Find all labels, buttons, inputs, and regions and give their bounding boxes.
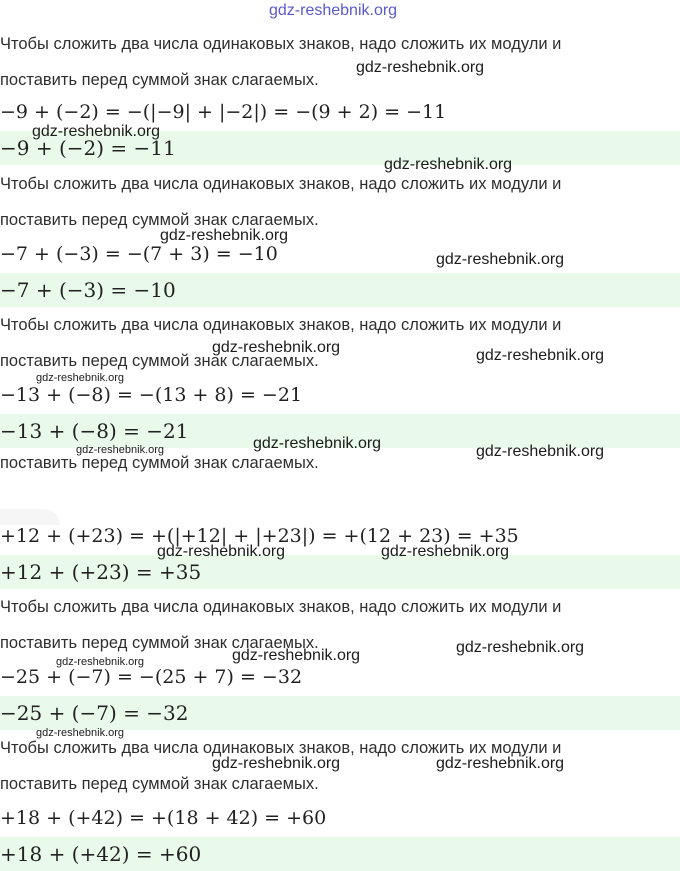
rule-line-2: поставить перед суммой знак слагаемых.	[0, 352, 319, 370]
watermark: gdz-reshebnik.org	[476, 347, 605, 364]
watermark: gdz-reshebnik.org	[32, 123, 161, 140]
watermark: gdz-reshebnik.org	[356, 59, 485, 76]
problem-5-work: −25 + (−7) = −(25 + 7) = −32	[0, 666, 303, 688]
rule-line-1: Чтобы сложить два числа одинаковых знаков, надо сложить их модули и	[0, 316, 562, 334]
rule-line-2: поставить перед суммой знак слагаемых.	[0, 634, 319, 652]
rule-line-1: Чтобы сложить два числа одинаковых знаков, надо сложить их модули и	[0, 35, 562, 53]
watermark: gdz-reshebnik.org	[253, 435, 382, 452]
problem-1-answer: −9 + (−2) = −11	[0, 136, 176, 160]
problem-4-answer: +12 + (+23) = +35	[0, 560, 202, 584]
problem-6-work: +18 + (+42) = +(18 + 42) = +60	[0, 807, 327, 829]
watermark: gdz-reshebnik.org	[436, 755, 565, 772]
problem-4-work: +12 + (+23) = +(|+12| + |+23|) = +(12 + 23) = +35	[0, 525, 519, 547]
watermark: gdz-reshebnik.org	[476, 443, 605, 460]
problem-2-answer: −7 + (−3) = −10	[0, 278, 176, 302]
watermark: gdz-reshebnik.org	[76, 444, 165, 456]
problem-1-work: −9 + (−2) = −(|−9| + |−2|) = −(9 + 2) = −11	[0, 101, 447, 123]
watermark: gdz-reshebnik.org	[36, 727, 125, 739]
problem-6-answer: +18 + (+42) = +60	[0, 842, 202, 866]
watermark: gdz-reshebnik.org	[157, 543, 286, 560]
watermark: gdz-reshebnik.org	[232, 647, 361, 664]
watermark: gdz-reshebnik.org	[36, 372, 125, 384]
watermark: gdz-reshebnik.org	[212, 755, 341, 772]
watermark: gdz-reshebnik.org	[456, 639, 585, 656]
rule-line-1: Чтобы сложить два числа одинаковых знаков, надо сложить их модули и	[0, 739, 562, 757]
watermark: gdz-reshebnik.org	[381, 543, 510, 560]
rule-line-1: Чтобы сложить два числа одинаковых знаков, надо сложить их модули и	[0, 175, 562, 193]
problem-3-answer: −13 + (−8) = −21	[0, 419, 189, 443]
watermark: gdz-reshebnik.org	[384, 156, 513, 173]
rule-line-2: поставить перед суммой знак слагаемых.	[0, 454, 319, 472]
problem-5-answer: −25 + (−7) = −32	[0, 701, 189, 725]
rule-line-2: поставить перед суммой знак слагаемых.	[0, 71, 319, 89]
watermark: gdz-reshebnik.org	[436, 251, 565, 268]
rule-line-2: поставить перед суммой знак слагаемых.	[0, 211, 319, 229]
watermark: gdz-reshebnik.org	[160, 227, 289, 244]
watermark: gdz-reshebnik.org	[212, 339, 341, 356]
problem-3-work: −13 + (−8) = −(13 + 8) = −21	[0, 384, 303, 406]
rule-line-1: Чтобы сложить два числа одинаковых знаков, надо сложить их модули и	[0, 598, 562, 616]
rule-line-2: поставить перед суммой знак слагаемых.	[0, 775, 319, 793]
watermark: gdz-reshebnik.org	[56, 656, 145, 668]
problem-2-work: −7 + (−3) = −(7 + 3) = −10	[0, 243, 278, 265]
watermark-top: gdz-reshebnik.org	[269, 2, 398, 19]
